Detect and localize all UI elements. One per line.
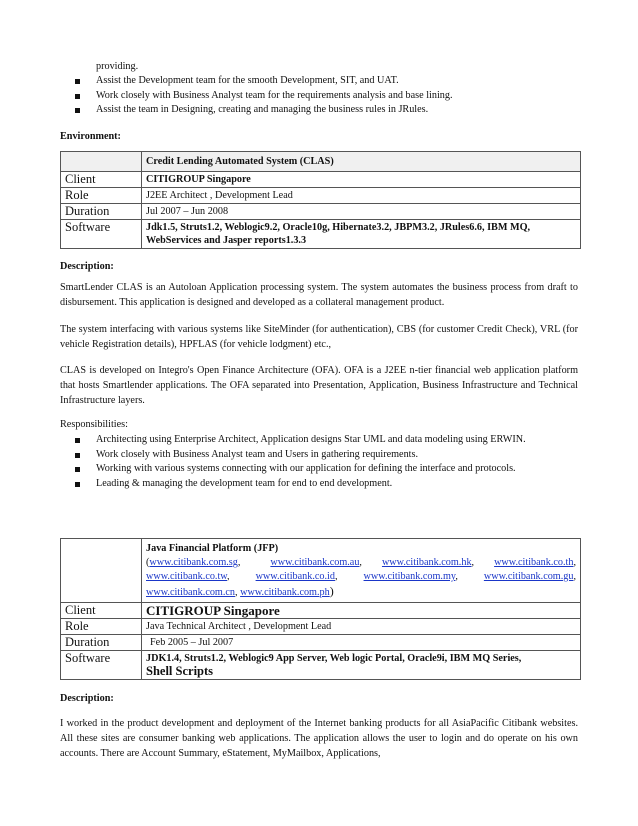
table-row: [61, 539, 581, 603]
software-value: Jdk1.5, Struts1.2, Weblogic9.2, Oracle10g, Hibernate3.2, JBPM3.2, JRules6.6, IBM MQ, WebServices and Jasper reports1.3.3: [142, 220, 581, 249]
table-row: [61, 603, 581, 619]
bullet-icon: [75, 467, 80, 472]
row-label: Client: [61, 172, 142, 188]
table-row: [61, 204, 581, 220]
project2-links: (www.citibank.com.sg, www.citibank.com.au, www.citibank.com.hk, www.citibank.co.th, www.citibank.co.tw, www.citibank.co.id, www.citibank.com.my, www.citibank.com.gu, www.citibank.com.cn, www.citibank.com.ph): [146, 557, 577, 598]
site-link[interactable]: www.citibank.co.tw: [146, 571, 228, 582]
project1-table: [60, 151, 581, 249]
bullet-icon: [75, 79, 80, 84]
table-row: [61, 220, 581, 249]
bullet-icon: [75, 94, 80, 99]
client-value: CITIGROUP Singapore: [142, 603, 581, 619]
intro-bullet-list: [60, 74, 580, 118]
project2-title: Java Financial Platform (JFP): [146, 543, 279, 554]
site-link[interactable]: www.citibank.co.id: [255, 571, 335, 582]
bullet-icon: [75, 482, 80, 487]
bullet-icon: [75, 453, 80, 458]
list-item: Work closely with Business Analyst team and Users in gathering requirements.: [60, 448, 580, 463]
list-item: Working with various systems connecting with our application for defining the interface and protocols.: [60, 462, 580, 477]
table-cell: [61, 152, 142, 172]
row-label: Client: [61, 603, 142, 619]
description-paragraph: CLAS is developed on Integro's Open Finance Architecture (OFA). OFA is a J2EE n-tier financial web application platform that hosts Smartlender applications. The OFA separated into Presentation, Application, Business Infrastructure and Technical Infrastructure layers.: [60, 365, 578, 406]
table-row: [61, 188, 581, 204]
site-link[interactable]: www.citibank.com.hk: [381, 557, 472, 568]
site-link[interactable]: www.citibank.com.gu: [483, 571, 574, 582]
description-heading: Description:: [60, 693, 114, 704]
responsibilities-heading: Responsibilities:: [60, 419, 128, 430]
table-row: [61, 651, 581, 680]
site-link[interactable]: www.citibank.com.au: [270, 557, 360, 568]
duration-value: Feb 2005 – Jul 2007: [142, 635, 581, 651]
table-row: [61, 172, 581, 188]
environment-heading: Environment:: [60, 131, 121, 142]
description-paragraph: I worked in the product development and deployment of the Internet banking products for all AsiaPacific Citibank websites. All these sites are consumer banking web applications. The application allows the user to login and do operate on his own accounts. There are Account Summary, eStatement, MyMailbox, Applications,: [60, 718, 578, 759]
list-item: Architecting using Enterprise Architect, Application designs Star UML and data modeling using ERWIN.: [60, 433, 580, 448]
role-value: J2EE Architect , Development Lead: [142, 188, 581, 204]
row-label: Role: [61, 188, 142, 204]
list-item: Work closely with Business Analyst team for the requirements analysis and base lining.: [60, 89, 580, 104]
site-link[interactable]: www.citibank.com.cn: [146, 587, 236, 598]
bullet-icon: [75, 108, 80, 113]
table-row: [61, 635, 581, 651]
bullet-icon: [75, 438, 80, 443]
description-heading: Description:: [60, 261, 114, 272]
project2-table: [60, 538, 581, 680]
project1-title: Credit Lending Automated System (CLAS): [142, 152, 581, 172]
table-row: [61, 619, 581, 635]
list-item: Assist the Development team for the smooth Development, SIT, and UAT.: [60, 74, 580, 89]
project2-header-cell: [142, 539, 581, 603]
table-row: [61, 152, 581, 172]
site-link[interactable]: www.citibank.com.ph: [240, 587, 330, 598]
responsibilities-list: [60, 433, 580, 491]
row-label: Software: [61, 651, 142, 680]
software-value: JDK1.4, Struts1.2, Weblogic9 App Server, Web logic Portal, Oracle9i, IBM MQ Series, Shell Scripts: [142, 651, 581, 680]
description-paragraph: SmartLender CLAS is an Autoloan Application processing system. The system automates the business process from draft to disbursement. This application is designed and developed as a collateral management product.: [60, 282, 578, 308]
continued-text: providing.: [96, 61, 139, 72]
site-link[interactable]: www.citibank.co.th: [494, 557, 574, 568]
description-paragraph: The system interfacing with various systems like SiteMinder (for authentication), CBS (for customer Credit Check), VRL (for vehicle Registration details), HPFLAS (for vehicle lodgment) etc.,: [60, 324, 578, 350]
duration-value: Jul 2007 – Jun 2008: [142, 204, 581, 220]
client-value: CITIGROUP Singapore: [142, 172, 581, 188]
row-label: Software: [61, 220, 142, 249]
list-item: Leading & managing the development team for end to end development.: [60, 477, 580, 492]
site-link[interactable]: www.citibank.com.my: [363, 571, 456, 582]
row-label: Role: [61, 619, 142, 635]
row-label: Duration: [61, 204, 142, 220]
list-item: Assist the team in Designing, creating and managing the business rules in JRules.: [60, 103, 580, 118]
role-value: Java Technical Architect , Development Lead: [142, 619, 581, 635]
table-cell: [61, 539, 142, 603]
site-link[interactable]: www.citibank.com.sg: [149, 557, 238, 568]
row-label: Duration: [61, 635, 142, 651]
